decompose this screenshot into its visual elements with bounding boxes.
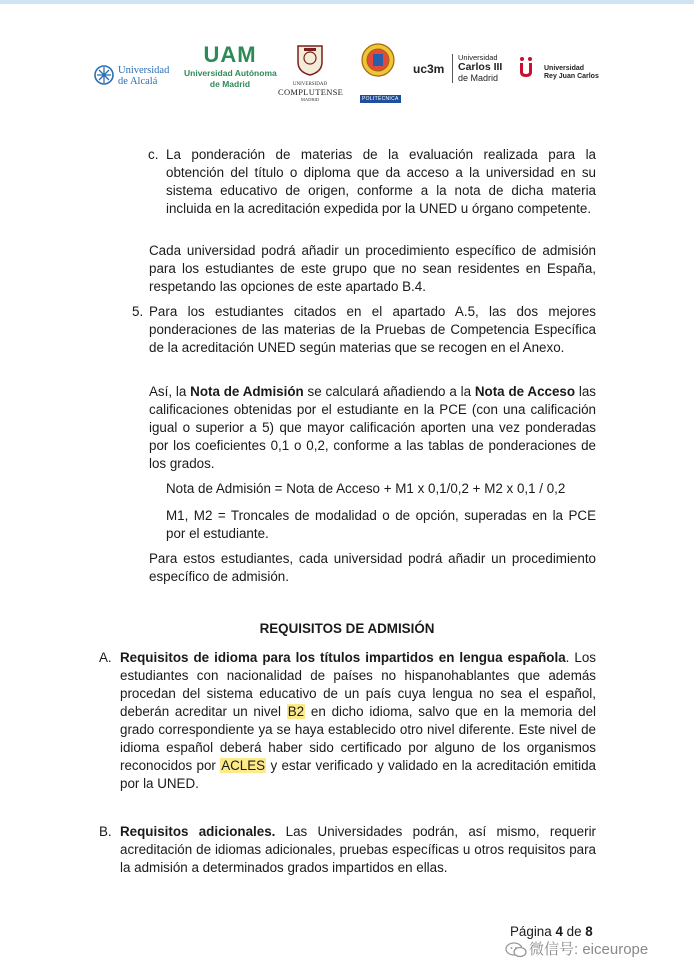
uam-line2: de Madrid [209,79,251,89]
section-heading: REQUISITOS DE ADMISIÓN [259,621,435,636]
item-b-marker: B. [99,824,112,839]
logo-politecnica [360,42,399,105]
bold-nota-admision: Nota de Admisión [190,384,304,399]
para-nota-admision: Así, la Nota de Admisión se calculará añadiendo a la Nota de Acceso las calificaciones obtenidas por el estudiante en la PCE (con una calificación igual o superior a 5) que mayor calificación aporten una vez ponderadas por los coeficientes 0,1 o 0,2, conforme a las tablas de ponderaciones de los grados. [149,384,596,471]
item-a-title: Requisitos de idioma para los títulos impartidos en lengua española [120,650,566,665]
item-a-text: Requisitos de idioma para los títulos impartidos en lengua española. Los estudiantes con nacionalidad de países no hispanohablantes que además procedan del sistema educativo de un país cuya lengua no sea el español, deberán acreditar un nivel B2 en dicho idioma, salvo que en la memoria del grado correspondiente ya se haya establecido otro nivel diferente. Este nivel de idioma español deberá haber sido certificado por alguno de los organismos reconocidos por ACLES y estar verificado y validado en la acreditación emitida por la UNED. [120,650,597,791]
alcala-line1: Universidad [118,65,170,76]
para-final: Para estos estudiantes, cada universidad podrá añadir un procedimiento específico de admisión. [149,551,596,584]
carlos-line3: de Madrid [458,73,499,83]
logo-complutense [278,42,342,103]
formula-note: M1, M2 = Troncales de modalidad o de opción, superadas en la PCE por el estudiante. [166,508,596,541]
urjc-u-icon [518,56,534,78]
item-5-text: Para los estudiantes citados en el apartado A.5, las dos mejores ponderaciones de las materias de la Pruebas de Competencia Específica de la acreditación UNED según materias que se recogen en el Anexo. [149,304,596,355]
bold-nota-acceso: Nota de Acceso [474,384,576,399]
politecnica-seal-icon [361,42,395,82]
item-c-text: La ponderación de materias de la evaluación realizada para la obtención del título o diploma que da acceso a la universidad en su sistema educativo de origen, conforme a la nota de dicha materia incluida en la acreditación expedida por la UNED u órgano competente. [166,147,596,216]
wechat-watermark [505,938,648,959]
item-b-title: Requisitos adicionales. [120,824,276,839]
logo-uam [184,42,276,90]
complutense-line1: UNIVERSIDAD [292,82,328,87]
alcala-line2: de Alcalá [118,76,158,87]
logo-carlos-iii [452,54,502,83]
logo-uc3m-mark: uc3m [413,62,445,76]
complutense-seal-icon [295,42,325,76]
carlos-line1: Universidad [458,53,498,62]
para-c-note: Cada universidad podrá añadir un procedimiento específico de admisión para los estudiantes de este grupo que no sean residentes en España, respetando las opciones de este apartado B.4. [149,243,596,294]
alcala-crest-icon [92,64,116,86]
university-logos-header [0,40,694,110]
item-5-marker: 5. [132,304,144,319]
item-c-marker: c. [148,147,159,162]
highlight-acles: ACLES [221,758,266,773]
complutense-line3: MADRID [300,97,320,102]
wechat-watermark-text: 微信号: eiceurope [529,941,649,958]
page-number: Página 4 de 8 [510,924,593,939]
wechat-icon [505,942,527,958]
urjc-line1: Universidad [544,65,585,72]
urjc-line2: Rey Juan Carlos [544,73,599,80]
formula: Nota de Admisión = Nota de Acceso + M1 x 0,1/0,2 + M2 x 0,1 / 0,2 [166,481,566,496]
item-b-text: Requisitos adicionales. Las Universidades podrán, así mismo, requerir acreditación de idiomas adicionales, pruebas específicas u otros requisitos para la admisión a determinados grados impartidos en ellas. [120,824,597,875]
complutense-line2: COMPLUTENSE [278,87,344,97]
top-border [0,0,694,4]
highlight-b2: B2 [287,704,305,719]
uam-line1: Universidad Autónoma [184,68,277,78]
politecnica-tag: POLITÉCNICA [362,96,399,102]
item-a-marker: A. [99,650,112,665]
uam-mark: UAM [203,42,257,67]
carlos-line2: Carlos III [458,61,503,73]
